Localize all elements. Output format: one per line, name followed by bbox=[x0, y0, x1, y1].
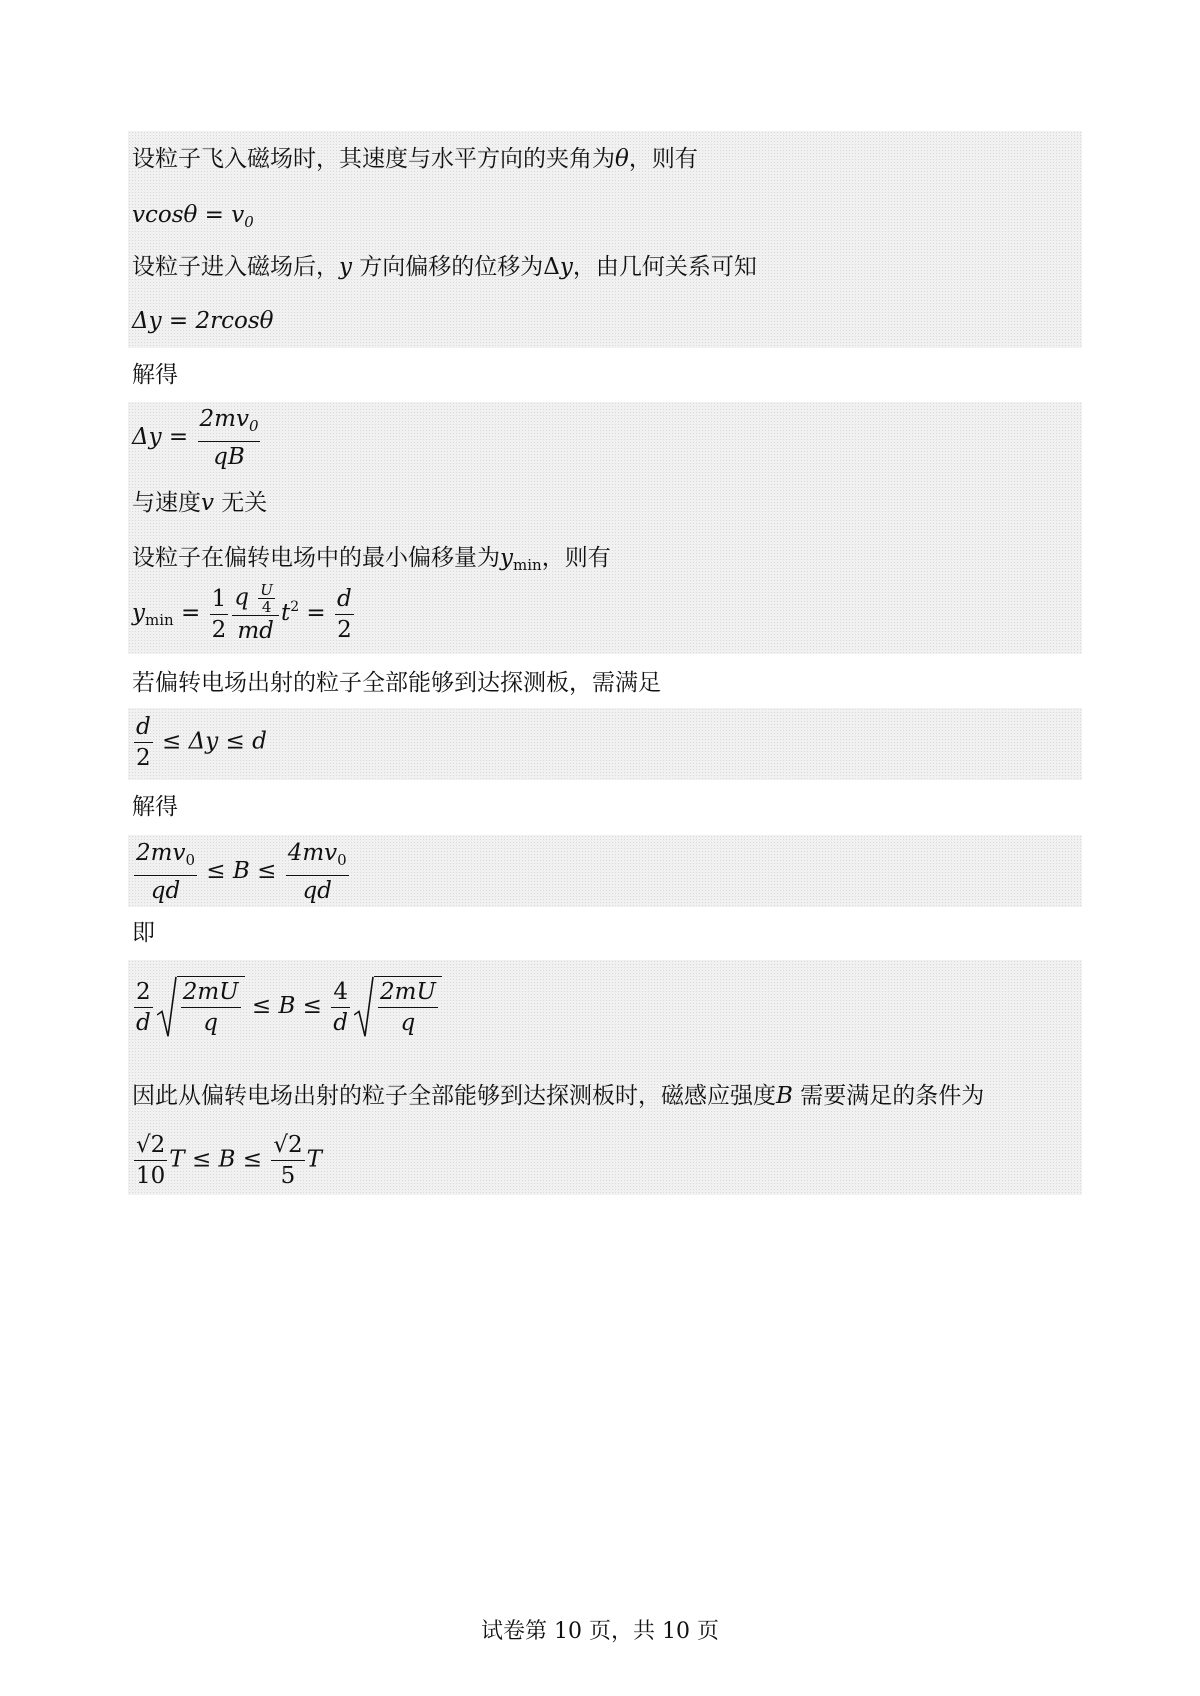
fraction: $\frac{2mv_0}{qB}$ bbox=[199, 406, 259, 470]
equation-2: Δy = 2rcosθ bbox=[132, 308, 274, 334]
fraction: $\frac{d}{2}$ bbox=[337, 585, 352, 643]
fraction: $\frac{U}{4}$ bbox=[260, 581, 273, 616]
equation-5: $\frac{d}{2}$ ≤ Δy ≤ d bbox=[136, 714, 267, 771]
text-line-6: 因此从偏转电场出射的粒子全部能够到达探测板时，磁感应强度B 需要满足的条件为 bbox=[132, 1083, 985, 1109]
shaded-block-3 bbox=[128, 708, 1082, 780]
square-root bbox=[157, 976, 245, 1038]
text-line-1: 设粒子飞入磁场时，其速度与水平方向的夹角为θ，则有 bbox=[132, 146, 698, 172]
text-line-4: 设粒子在偏转电场中的最小偏移量为$y_{min}$，则有 bbox=[132, 545, 611, 574]
fraction: $\frac{4mv_0}{qd}$ bbox=[287, 840, 347, 904]
equation-7: $\frac{2}{d}$ $\frac{2mU}{q}$ ≤ B ≤ $\frac{4}{d}$ $\frac{2mU}{q}$ bbox=[132, 976, 442, 1038]
equation-6: $\frac{2mv_0}{qd}$ ≤ B ≤ $\frac{4mv_0}{qd}$ bbox=[136, 840, 347, 904]
radical-sign-icon bbox=[354, 976, 374, 1038]
fraction: $\frac{2}{d}$ bbox=[136, 978, 151, 1036]
text-line-3: 与速度v 无关 bbox=[132, 490, 268, 516]
square-root bbox=[354, 976, 442, 1038]
text-line-5: 若偏转电场出射的粒子全部能够到达探测板，需满足 bbox=[132, 670, 661, 696]
radical-sign-icon bbox=[157, 976, 177, 1038]
equation-3: Δy = $\frac{2mv_0}{qB}$ bbox=[132, 406, 259, 470]
fraction: $\frac{2mv_0}{qd}$ bbox=[136, 840, 195, 904]
fraction: $\frac{√2}{5}$ bbox=[273, 1132, 303, 1189]
fraction: q $\frac{U}{4}$ md bbox=[232, 582, 279, 646]
equation-4: $y_{min}$ = $\frac{1}{2}$ q $\frac{U}{4}$ md $t^2$ = $\frac{d}{2}$ bbox=[132, 581, 352, 644]
fraction: $\frac{2mU}{q}$ bbox=[380, 979, 436, 1036]
fraction: $\frac{√2}{10}$ bbox=[136, 1132, 166, 1189]
equation-8: $\frac{√2}{10}$ T ≤ B ≤ $\frac{√2}{5}$ T bbox=[136, 1132, 322, 1189]
solve-label-2: 解得 bbox=[132, 794, 178, 820]
equation-1: $vcos\theta = v_0$ bbox=[132, 202, 254, 231]
page-footer: 试卷第 10 页，共 10 页 bbox=[481, 1619, 719, 1644]
fraction: $\frac{d}{2}$ bbox=[136, 714, 151, 771]
text-line-2: 设粒子进入磁场后，y 方向偏移的位移为Δy，由几何关系可知 bbox=[132, 254, 757, 280]
fraction: $\frac{1}{2}$ bbox=[211, 585, 227, 643]
fraction: $\frac{4}{d}$ bbox=[333, 978, 348, 1036]
fraction: $\frac{2mU}{q}$ bbox=[182, 979, 239, 1036]
solve-label-1: 解得 bbox=[132, 362, 178, 388]
ji-label: 即 bbox=[132, 920, 155, 946]
